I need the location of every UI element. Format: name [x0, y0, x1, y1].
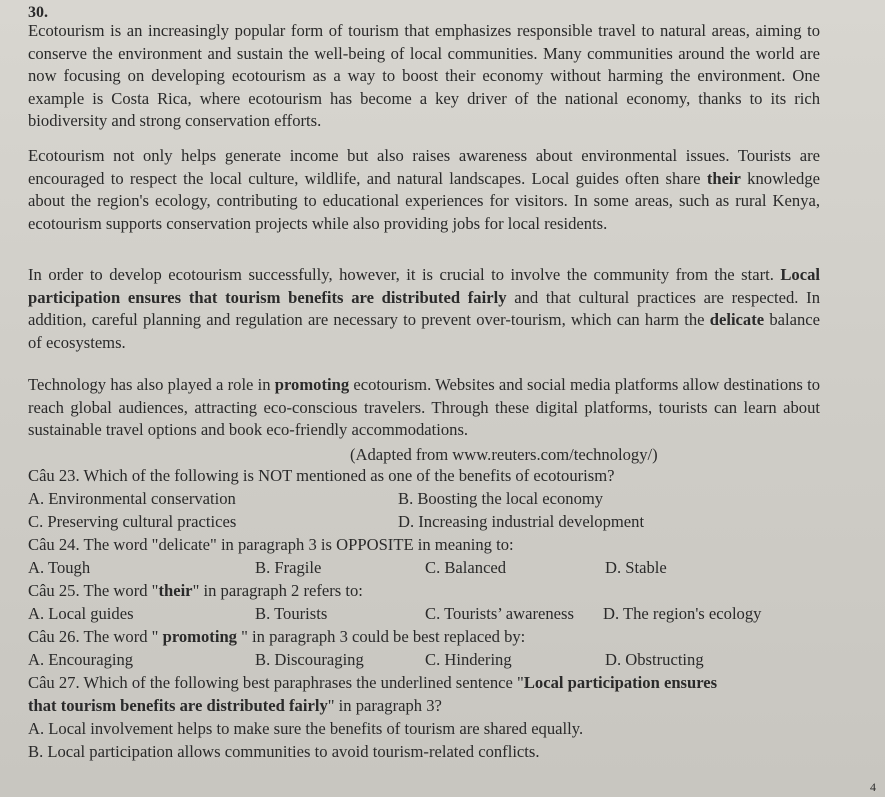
- text: ecotourism. Websites and social media platforms allow destinations to reach global audiences, attracting eco-conscious travelers. Through these digital platforms, tourists can learn about sustainable travel options and book eco-friendly accommodations.: [28, 375, 821, 440]
- option-d[interactable]: D. The region's ecology: [603, 604, 762, 623]
- text: promoting: [162, 627, 237, 646]
- question-23-options: [28, 489, 868, 512]
- highlight-word-promoting: promoting: [274, 375, 350, 394]
- text: " in paragraph 3?: [327, 696, 442, 715]
- text: Ecotourism is an increasingly popular form of tourism that emphasizes responsible travel to natural areas, aiming to conserve the environment and sustain the well-being of local communities. Many communities around the world are now focusing on developing ecotourism as a way to boost their economy without harming the environment. One example is Costa Rica, where ecotourism has become a key driver of the national economy, thanks to its rich biodiversity and strong conservation efforts.: [28, 21, 820, 131]
- option-b[interactable]: B. Discouraging: [255, 650, 364, 669]
- option-d[interactable]: D. Obstructing: [605, 650, 704, 669]
- option-a[interactable]: A. Encouraging: [28, 650, 134, 669]
- question-27-stem-line1: [28, 673, 717, 693]
- option-d[interactable]: D. Stable: [605, 558, 667, 577]
- option-d[interactable]: D. Increasing industrial development: [398, 512, 645, 531]
- option-c[interactable]: C. Hindering: [425, 650, 512, 669]
- text: " in paragraph 3 could be best replaced by:: [236, 627, 526, 646]
- page-number: 4: [870, 780, 876, 794]
- text: " in paragraph 2 refers to:: [192, 581, 363, 600]
- text: that tourism benefits are distributed fairly: [28, 696, 328, 715]
- source-citation: (Adapted from www.reuters.com/technology/): [350, 445, 658, 464]
- question-23-stem: Câu 23. Which of the following is NOT mentioned as one of the benefits of ecotourism?: [28, 466, 615, 485]
- text: Câu 26. The word ": [28, 627, 163, 646]
- text: Ecotourism not only helps generate income but also raises awareness about environmental issues. Tourists are encouraged to respect the local culture, wildlife, and natural landscapes. Local guides often share: [28, 146, 820, 188]
- question-27-stem-line2: [28, 696, 442, 716]
- text: Câu 27. Which of the following best paraphrases the underlined sentence ": [28, 673, 524, 692]
- option-a[interactable]: A. Environmental conservation: [28, 489, 236, 508]
- text: In order to develop ecotourism successfully, however, it is crucial to involve the community from the start.: [28, 265, 781, 284]
- paragraph-3: [28, 264, 820, 354]
- paragraph-4: [28, 374, 820, 442]
- question-24-options: [28, 558, 868, 581]
- option-a[interactable]: A. Local involvement helps to make sure the benefits of tourism are shared equally.: [28, 719, 584, 738]
- question-25-stem: [28, 581, 363, 601]
- text: and that cultural practices are respected. In addition, careful planning and regulation are necessary to prevent over-tourism, which can harm the: [28, 287, 820, 330]
- text: Local participation ensures: [523, 673, 718, 692]
- question-26-stem: [28, 627, 525, 647]
- highlight-word-delicate: delicate: [709, 310, 765, 330]
- text: their: [158, 581, 193, 600]
- option-c[interactable]: C. Balanced: [425, 558, 507, 577]
- option-b[interactable]: B. Fragile: [255, 558, 322, 577]
- option-a[interactable]: A. Local guides: [28, 604, 134, 623]
- text: knowledge about the region's ecology, contributing to educational experiences for visitors. In some areas, such as rural Kenya, ecotourism supports conservation projects while also providing jobs for local residents.: [28, 168, 820, 233]
- question-number: 30.: [28, 4, 48, 21]
- paragraph-2: [28, 145, 820, 235]
- highlight-word-their: their: [706, 168, 741, 188]
- text: Câu 25. The word ": [28, 581, 159, 600]
- option-b[interactable]: B. Boosting the local economy: [398, 489, 604, 508]
- option-a[interactable]: A. Tough: [28, 558, 91, 577]
- option-c[interactable]: C. Tourists’ awareness: [425, 604, 574, 623]
- underlined-sentence: Local participation ensures that tourism benefits are distributed fairly: [28, 265, 820, 307]
- question-26-options: [28, 650, 868, 673]
- option-b[interactable]: B. Tourists: [255, 604, 328, 623]
- option-b[interactable]: B. Local participation allows communities to avoid tourism-related conflicts.: [28, 742, 540, 761]
- question-23-options: [28, 512, 868, 535]
- option-c[interactable]: C. Preserving cultural practices: [28, 512, 237, 531]
- text: Technology has also played a role in: [28, 375, 275, 394]
- paragraph-1: [28, 20, 820, 133]
- question-24-stem: Câu 24. The word "delicate" in paragraph 3 is OPPOSITE in meaning to:: [28, 535, 514, 554]
- question-25-options: [28, 604, 868, 627]
- text: balance of ecosystems.: [28, 310, 820, 352]
